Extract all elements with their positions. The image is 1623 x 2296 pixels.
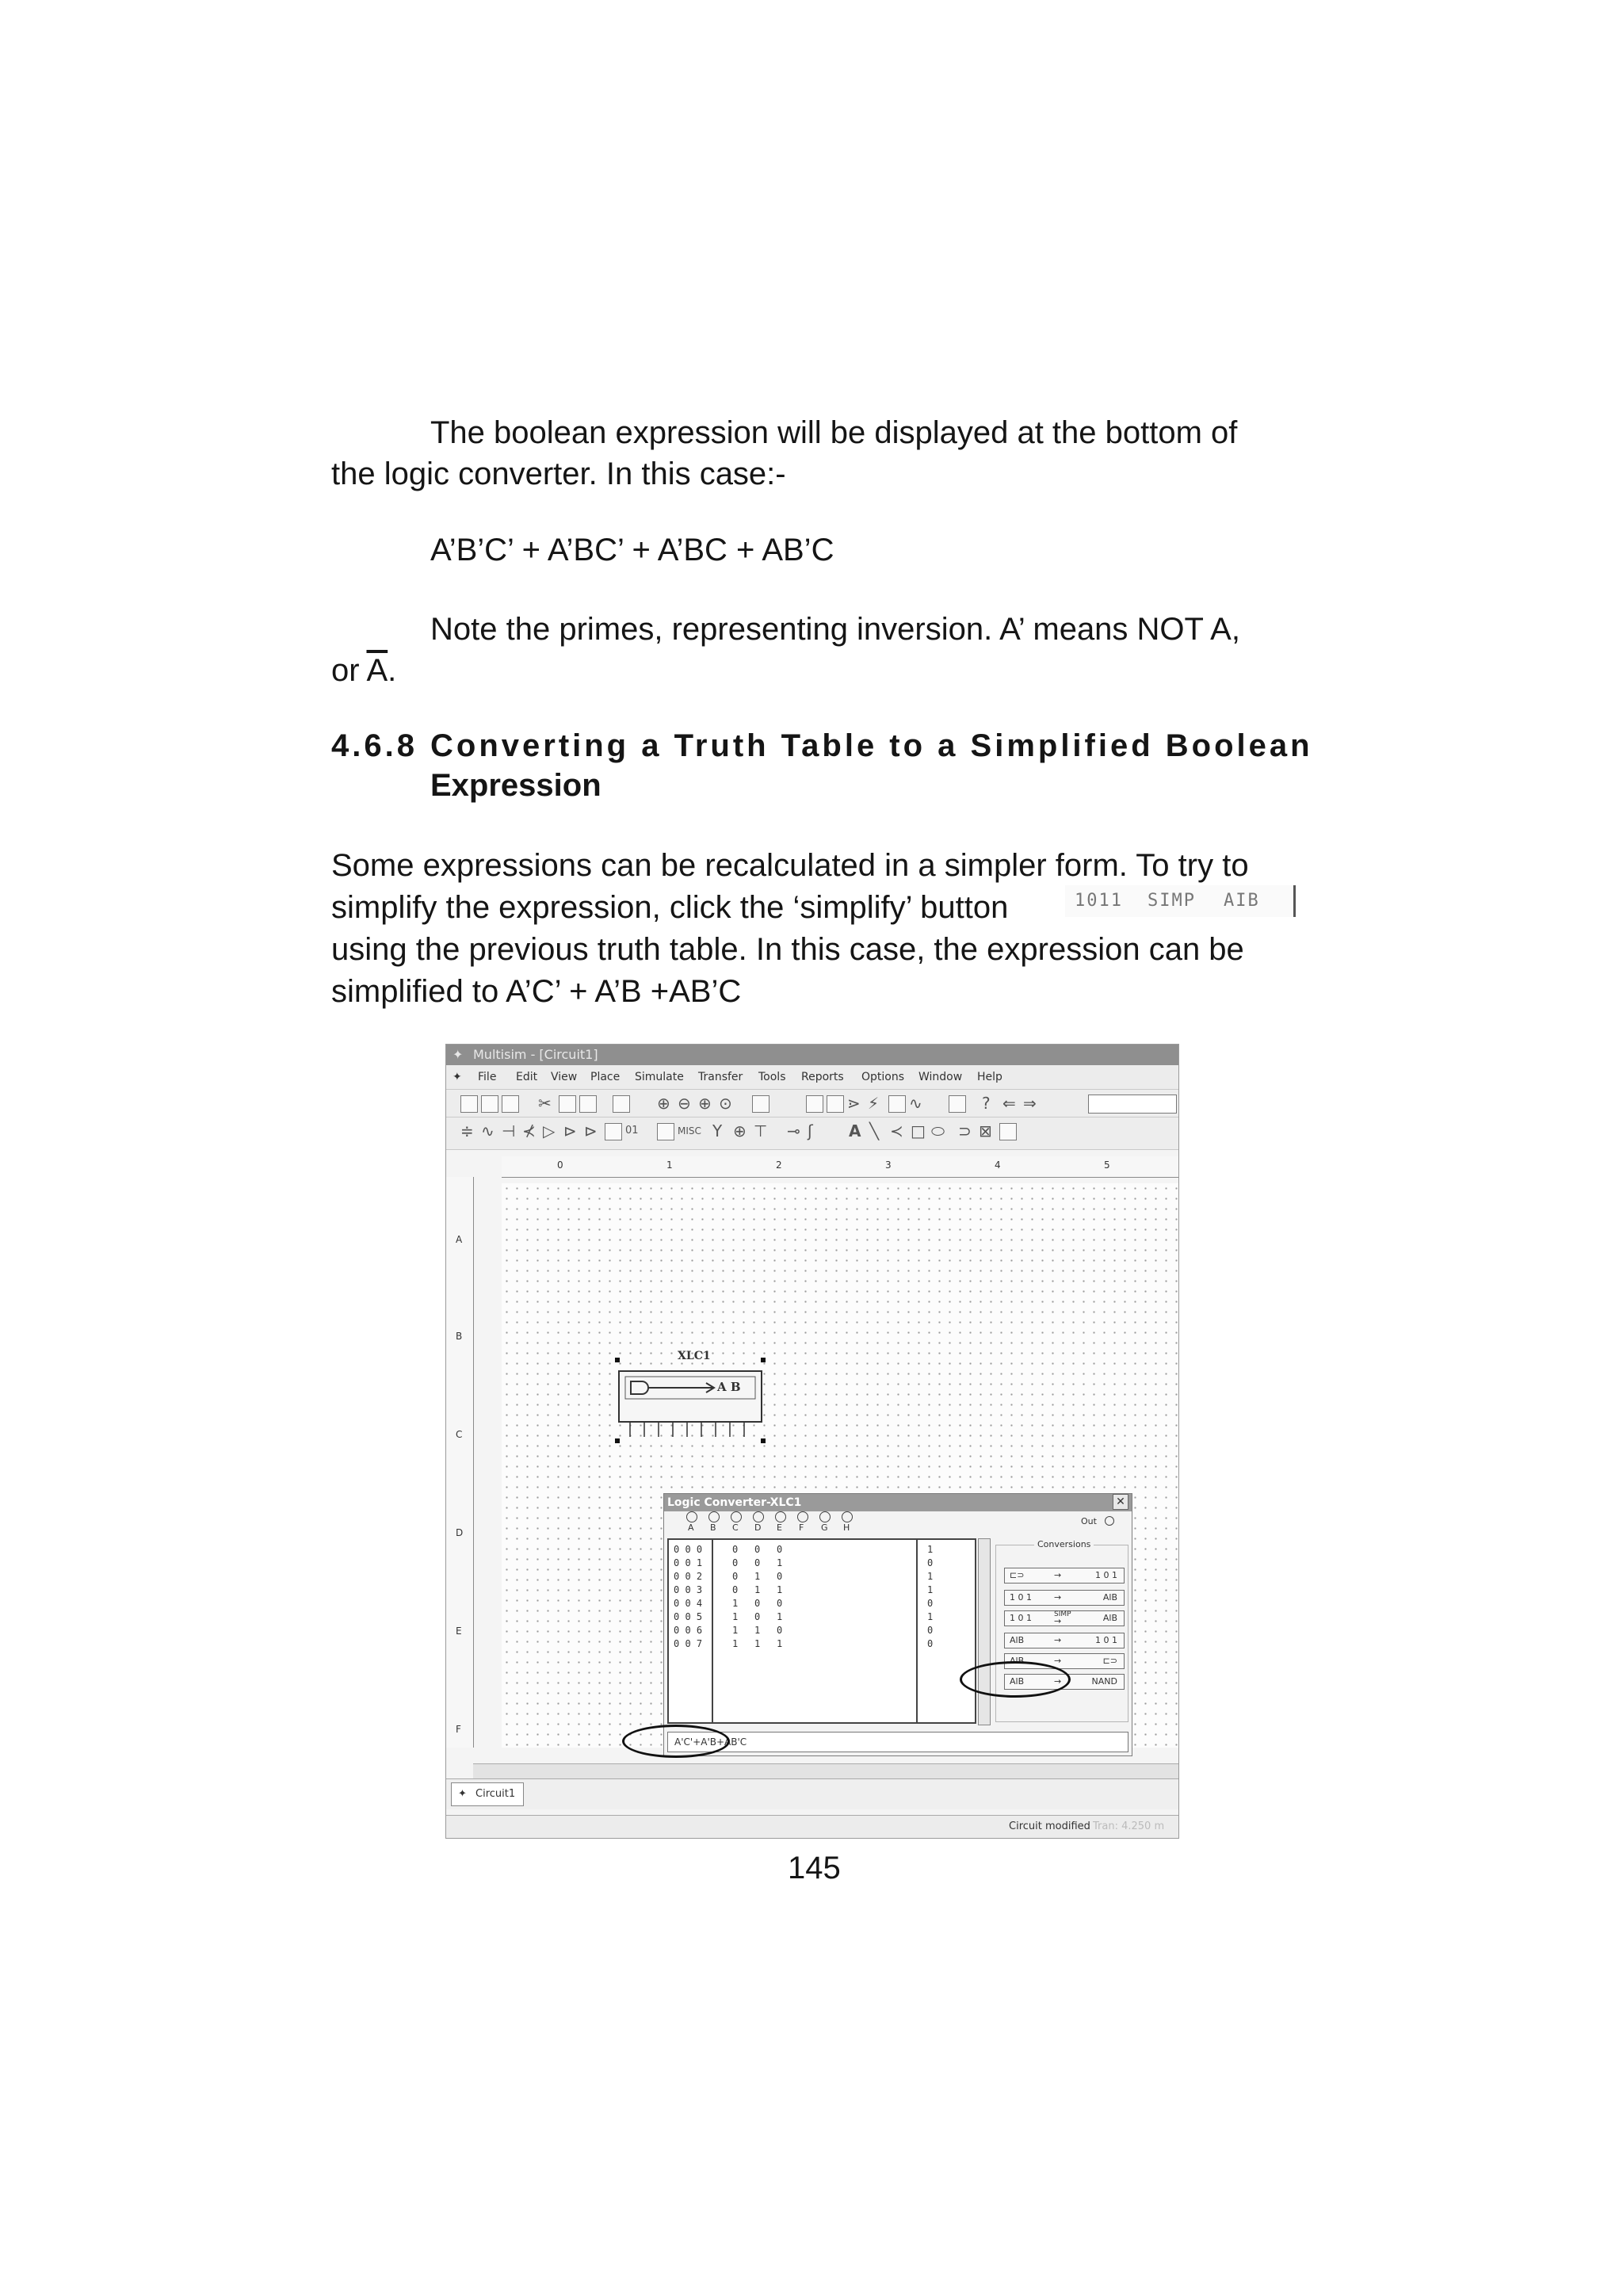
- in-use-list[interactable]: [1088, 1095, 1177, 1114]
- analysis-icon[interactable]: [888, 1095, 906, 1113]
- paste-icon[interactable]: [579, 1095, 597, 1113]
- para2-line1: Some expressions can be recalculated in a simpler form. To try to: [331, 848, 1249, 883]
- table-row[interactable]: 0 0 2 0 1 0 1: [674, 1571, 934, 1582]
- new-icon[interactable]: [460, 1095, 478, 1113]
- tab-circuit1[interactable]: [451, 1782, 524, 1806]
- analog-icon[interactable]: ▷: [543, 1121, 556, 1140]
- component-symbol-text: A B: [717, 1380, 741, 1394]
- ruler-top-4: 4: [995, 1159, 1001, 1171]
- component-toolbar: [446, 1117, 1178, 1150]
- truth-table-to-expression-button[interactable]: 1 0 1 → AlB: [1004, 1590, 1125, 1606]
- terminal-h[interactable]: [842, 1511, 853, 1522]
- menu-tools[interactable]: Tools: [758, 1071, 786, 1083]
- tab-bar: [446, 1778, 1178, 1809]
- electrical-rules-icon[interactable]: ⚡: [868, 1094, 880, 1113]
- component-pins: [630, 1422, 744, 1437]
- place-hierarchy-icon[interactable]: ⊤: [754, 1121, 768, 1140]
- input-label-h: H: [843, 1522, 850, 1533]
- back-annotate-icon[interactable]: ⇐: [1002, 1094, 1016, 1113]
- dialog-titlebar: [664, 1494, 1132, 1511]
- ruler-top-3: 3: [885, 1159, 892, 1171]
- terminal-b[interactable]: [708, 1511, 720, 1522]
- status-text: Circuit modified: [1009, 1820, 1090, 1832]
- terminal-d[interactable]: [753, 1511, 764, 1522]
- picture-tool-icon[interactable]: [999, 1123, 1017, 1140]
- zoom-out-icon[interactable]: ⊖: [678, 1094, 691, 1113]
- save-icon[interactable]: [502, 1095, 519, 1113]
- table-row[interactable]: 0 0 0 0 0 0 1: [674, 1544, 934, 1555]
- table-row[interactable]: 0 0 7 1 1 1 0: [674, 1638, 934, 1649]
- misc-digital-icon[interactable]: [605, 1123, 622, 1140]
- rf-icon[interactable]: Y: [712, 1121, 723, 1140]
- table-row[interactable]: 0 0 3 0 1 1 1: [674, 1584, 934, 1595]
- status-time: Tran: 4.250 m: [1093, 1820, 1165, 1832]
- simplify-button-image: [1065, 885, 1296, 917]
- inline-btn-left: 1011: [1075, 891, 1123, 911]
- spreadsheet-icon[interactable]: [806, 1095, 823, 1113]
- ruler-left-d: D: [456, 1527, 464, 1538]
- line-tool-icon[interactable]: ╲: [869, 1121, 880, 1140]
- window-title: Multisim - [Circuit1]: [473, 1047, 598, 1062]
- bus-icon[interactable]: ʃ: [808, 1121, 813, 1140]
- table-row[interactable]: 0 0 6 1 1 0 0: [674, 1625, 934, 1636]
- zoom-area-icon[interactable]: ⊕: [698, 1094, 712, 1113]
- print-icon[interactable]: [613, 1095, 630, 1113]
- menu-help[interactable]: Help: [977, 1071, 1002, 1083]
- indicator-icon[interactable]: [657, 1123, 674, 1140]
- menu-file[interactable]: File: [478, 1071, 497, 1083]
- terminal-e[interactable]: [775, 1511, 786, 1522]
- open-icon[interactable]: [481, 1095, 498, 1113]
- help-icon[interactable]: ?: [982, 1094, 991, 1113]
- junction-icon[interactable]: ⊸: [787, 1121, 800, 1140]
- ruler-top-5: 5: [1104, 1159, 1110, 1171]
- para1-line1: The boolean expression will be displayed at the bottom of: [430, 415, 1238, 450]
- ellipse-tool-icon[interactable]: ⬭: [931, 1121, 945, 1140]
- ruler-left-b: B: [456, 1331, 463, 1342]
- page-number: 145: [788, 1851, 841, 1885]
- para2-line4: simplified to A’C’ + A’B +AB’C: [331, 974, 742, 1009]
- conversions-label: Conversions: [1034, 1539, 1094, 1549]
- out-terminal[interactable]: [1105, 1516, 1114, 1526]
- ruler-top-1: 1: [666, 1159, 673, 1171]
- truth-table: [667, 1538, 976, 1724]
- ruler-left-a: A: [456, 1234, 463, 1245]
- inline-btn-right: AIB: [1224, 891, 1260, 911]
- selection-handle-bl: [615, 1438, 620, 1443]
- menu-bar: [446, 1065, 1178, 1090]
- multiline-tool-icon[interactable]: ≺: [890, 1121, 903, 1140]
- grapher-icon[interactable]: [752, 1095, 769, 1113]
- section-title: [430, 726, 1313, 805]
- standard-toolbar: [446, 1090, 1178, 1117]
- terminal-c[interactable]: [731, 1511, 742, 1522]
- para2-line2: simplify the expression, click the ‘simplify’ button: [331, 890, 1009, 925]
- dialog-title: Logic Converter-XLC1: [667, 1496, 802, 1509]
- tab-icon: ✦: [458, 1788, 467, 1800]
- input-label-f: F: [799, 1522, 804, 1533]
- polygon-tool-icon[interactable]: ⊠: [979, 1121, 992, 1140]
- table-row[interactable]: 0 0 1 0 0 1 0: [674, 1557, 934, 1568]
- breadboard-icon[interactable]: [949, 1095, 966, 1113]
- ruler-left-f: F: [456, 1724, 461, 1735]
- postprocessor-icon[interactable]: ∿: [909, 1094, 922, 1113]
- multisim-screenshot: [445, 1044, 1179, 1839]
- terminal-a[interactable]: [686, 1511, 697, 1522]
- note-or: or: [331, 653, 367, 688]
- menu-place[interactable]: Place: [590, 1071, 621, 1083]
- expression-highlight-ellipse: [622, 1725, 730, 1758]
- window-titlebar: [446, 1045, 1178, 1065]
- para2-line3: using the previous truth table. In this case, the expression can be: [331, 932, 1244, 967]
- logic-converter-dialog: [663, 1493, 1132, 1756]
- inline-btn-middle: SIMP: [1148, 891, 1196, 911]
- input-label-c: C: [732, 1522, 739, 1533]
- table-row[interactable]: 0 0 5 1 0 1 1: [674, 1611, 934, 1622]
- cut-icon[interactable]: ✂: [538, 1094, 552, 1113]
- tab-label: Circuit1: [475, 1788, 516, 1800]
- paragraph-1: [331, 412, 1310, 495]
- expression-to-nand-button[interactable]: AlB → NAND: [1004, 1674, 1125, 1690]
- ruler-top-0: 0: [557, 1159, 563, 1171]
- misc-icon[interactable]: MISC: [678, 1125, 701, 1137]
- component-label: XLC1: [678, 1350, 711, 1362]
- forward-annotate-icon[interactable]: ⇒: [1023, 1094, 1037, 1113]
- cmos-icon[interactable]: ⊳: [584, 1121, 598, 1140]
- electromechanical-icon[interactable]: ⊕: [733, 1121, 747, 1140]
- text-tool-icon[interactable]: A: [849, 1121, 861, 1140]
- menu-reports[interactable]: Reports: [801, 1071, 844, 1083]
- terminal-g[interactable]: [819, 1511, 831, 1522]
- truth-table-rows: [669, 1543, 975, 1651]
- out-label: Out: [1081, 1516, 1097, 1526]
- expression-field[interactable]: [667, 1732, 1128, 1752]
- simplify-highlight-ellipse: [960, 1661, 1071, 1698]
- database-icon[interactable]: [827, 1095, 844, 1113]
- section-title-line1: Converting a Truth Table to a Simplified Boolean: [430, 728, 1313, 763]
- source-icon[interactable]: ≑: [460, 1121, 474, 1140]
- top-ruler: [502, 1156, 1178, 1178]
- expression-to-truth-table-button[interactable]: AlB → 1 0 1: [1004, 1633, 1125, 1648]
- arc-tool-icon[interactable]: ⊃: [958, 1121, 972, 1140]
- app-icon: ✦: [453, 1047, 464, 1062]
- rectangle-tool-icon[interactable]: □: [911, 1121, 926, 1140]
- ruler-left-c: C: [456, 1429, 463, 1440]
- zoom-fit-icon[interactable]: ⊙: [719, 1094, 732, 1113]
- terminal-f[interactable]: [797, 1511, 808, 1522]
- note-line1: Note the primes, representing inversion. A’ means NOT A,: [430, 612, 1240, 647]
- truth-table-scrollbar[interactable]: [978, 1538, 991, 1725]
- expression-value: A'C'+A'B+AB'C: [674, 1736, 747, 1748]
- ruler-left-e: E: [456, 1626, 462, 1637]
- menu-options[interactable]: Options: [861, 1071, 905, 1083]
- mixed-icon[interactable]: 01: [625, 1125, 639, 1137]
- simplify-button[interactable]: 1 0 1 SIMP → AlB: [1004, 1610, 1125, 1626]
- table-row[interactable]: 0 0 4 1 0 0 0: [674, 1598, 934, 1609]
- a-bar: $\overline{A}$: [366, 653, 388, 688]
- expression-to-circuit-button[interactable]: AlB → ⊏⊃: [1004, 1653, 1125, 1669]
- boolean-expression: A’B’C’ + A’BC’ + A’BC + AB’C: [430, 533, 834, 567]
- ttl-icon[interactable]: ⊳: [563, 1121, 577, 1140]
- note-paragraph: [331, 609, 1310, 691]
- close-icon[interactable]: ✕: [1113, 1494, 1128, 1510]
- ruler-top-2: 2: [776, 1159, 782, 1171]
- transistor-icon[interactable]: ⊀: [522, 1121, 536, 1140]
- selection-handle-br: [761, 1438, 766, 1443]
- menu-simulate[interactable]: Simulate: [635, 1071, 684, 1083]
- para1-line2: the logic converter. In this case:-: [331, 457, 786, 491]
- left-ruler: [446, 1177, 474, 1748]
- selection-handle-tl: [615, 1358, 620, 1362]
- component-wizard-icon[interactable]: ⋗: [847, 1094, 861, 1113]
- input-label-e: E: [777, 1522, 782, 1533]
- paragraph-2: [331, 845, 1310, 1013]
- section-title-line2: Expression: [430, 768, 601, 803]
- section-number: 4.6.8: [331, 728, 418, 763]
- copy-icon[interactable]: [559, 1095, 576, 1113]
- circuit-to-truth-table-button[interactable]: ⊏⊃ → 1 0 1: [1004, 1568, 1125, 1584]
- note-end: .: [388, 653, 397, 688]
- resistor-icon[interactable]: ∿: [481, 1121, 495, 1140]
- menu-app-icon: ✦: [453, 1071, 462, 1083]
- selection-handle-tr: [761, 1358, 766, 1362]
- input-label-b: B: [710, 1522, 716, 1533]
- menu-transfer[interactable]: Transfer: [698, 1071, 743, 1083]
- menu-view[interactable]: View: [551, 1071, 578, 1083]
- menu-edit[interactable]: Edit: [516, 1071, 538, 1083]
- status-bar: [446, 1815, 1178, 1838]
- diode-icon[interactable]: ⊣: [502, 1121, 516, 1140]
- input-label-g: G: [821, 1522, 828, 1533]
- input-label-d: D: [754, 1522, 762, 1533]
- zoom-in-icon[interactable]: ⊕: [657, 1094, 670, 1113]
- component-body: [619, 1371, 762, 1422]
- input-label-a: A: [688, 1522, 694, 1533]
- menu-window[interactable]: Window: [918, 1071, 963, 1083]
- horizontal-scrollbar[interactable]: [473, 1763, 1178, 1778]
- input-terminals: [686, 1511, 876, 1538]
